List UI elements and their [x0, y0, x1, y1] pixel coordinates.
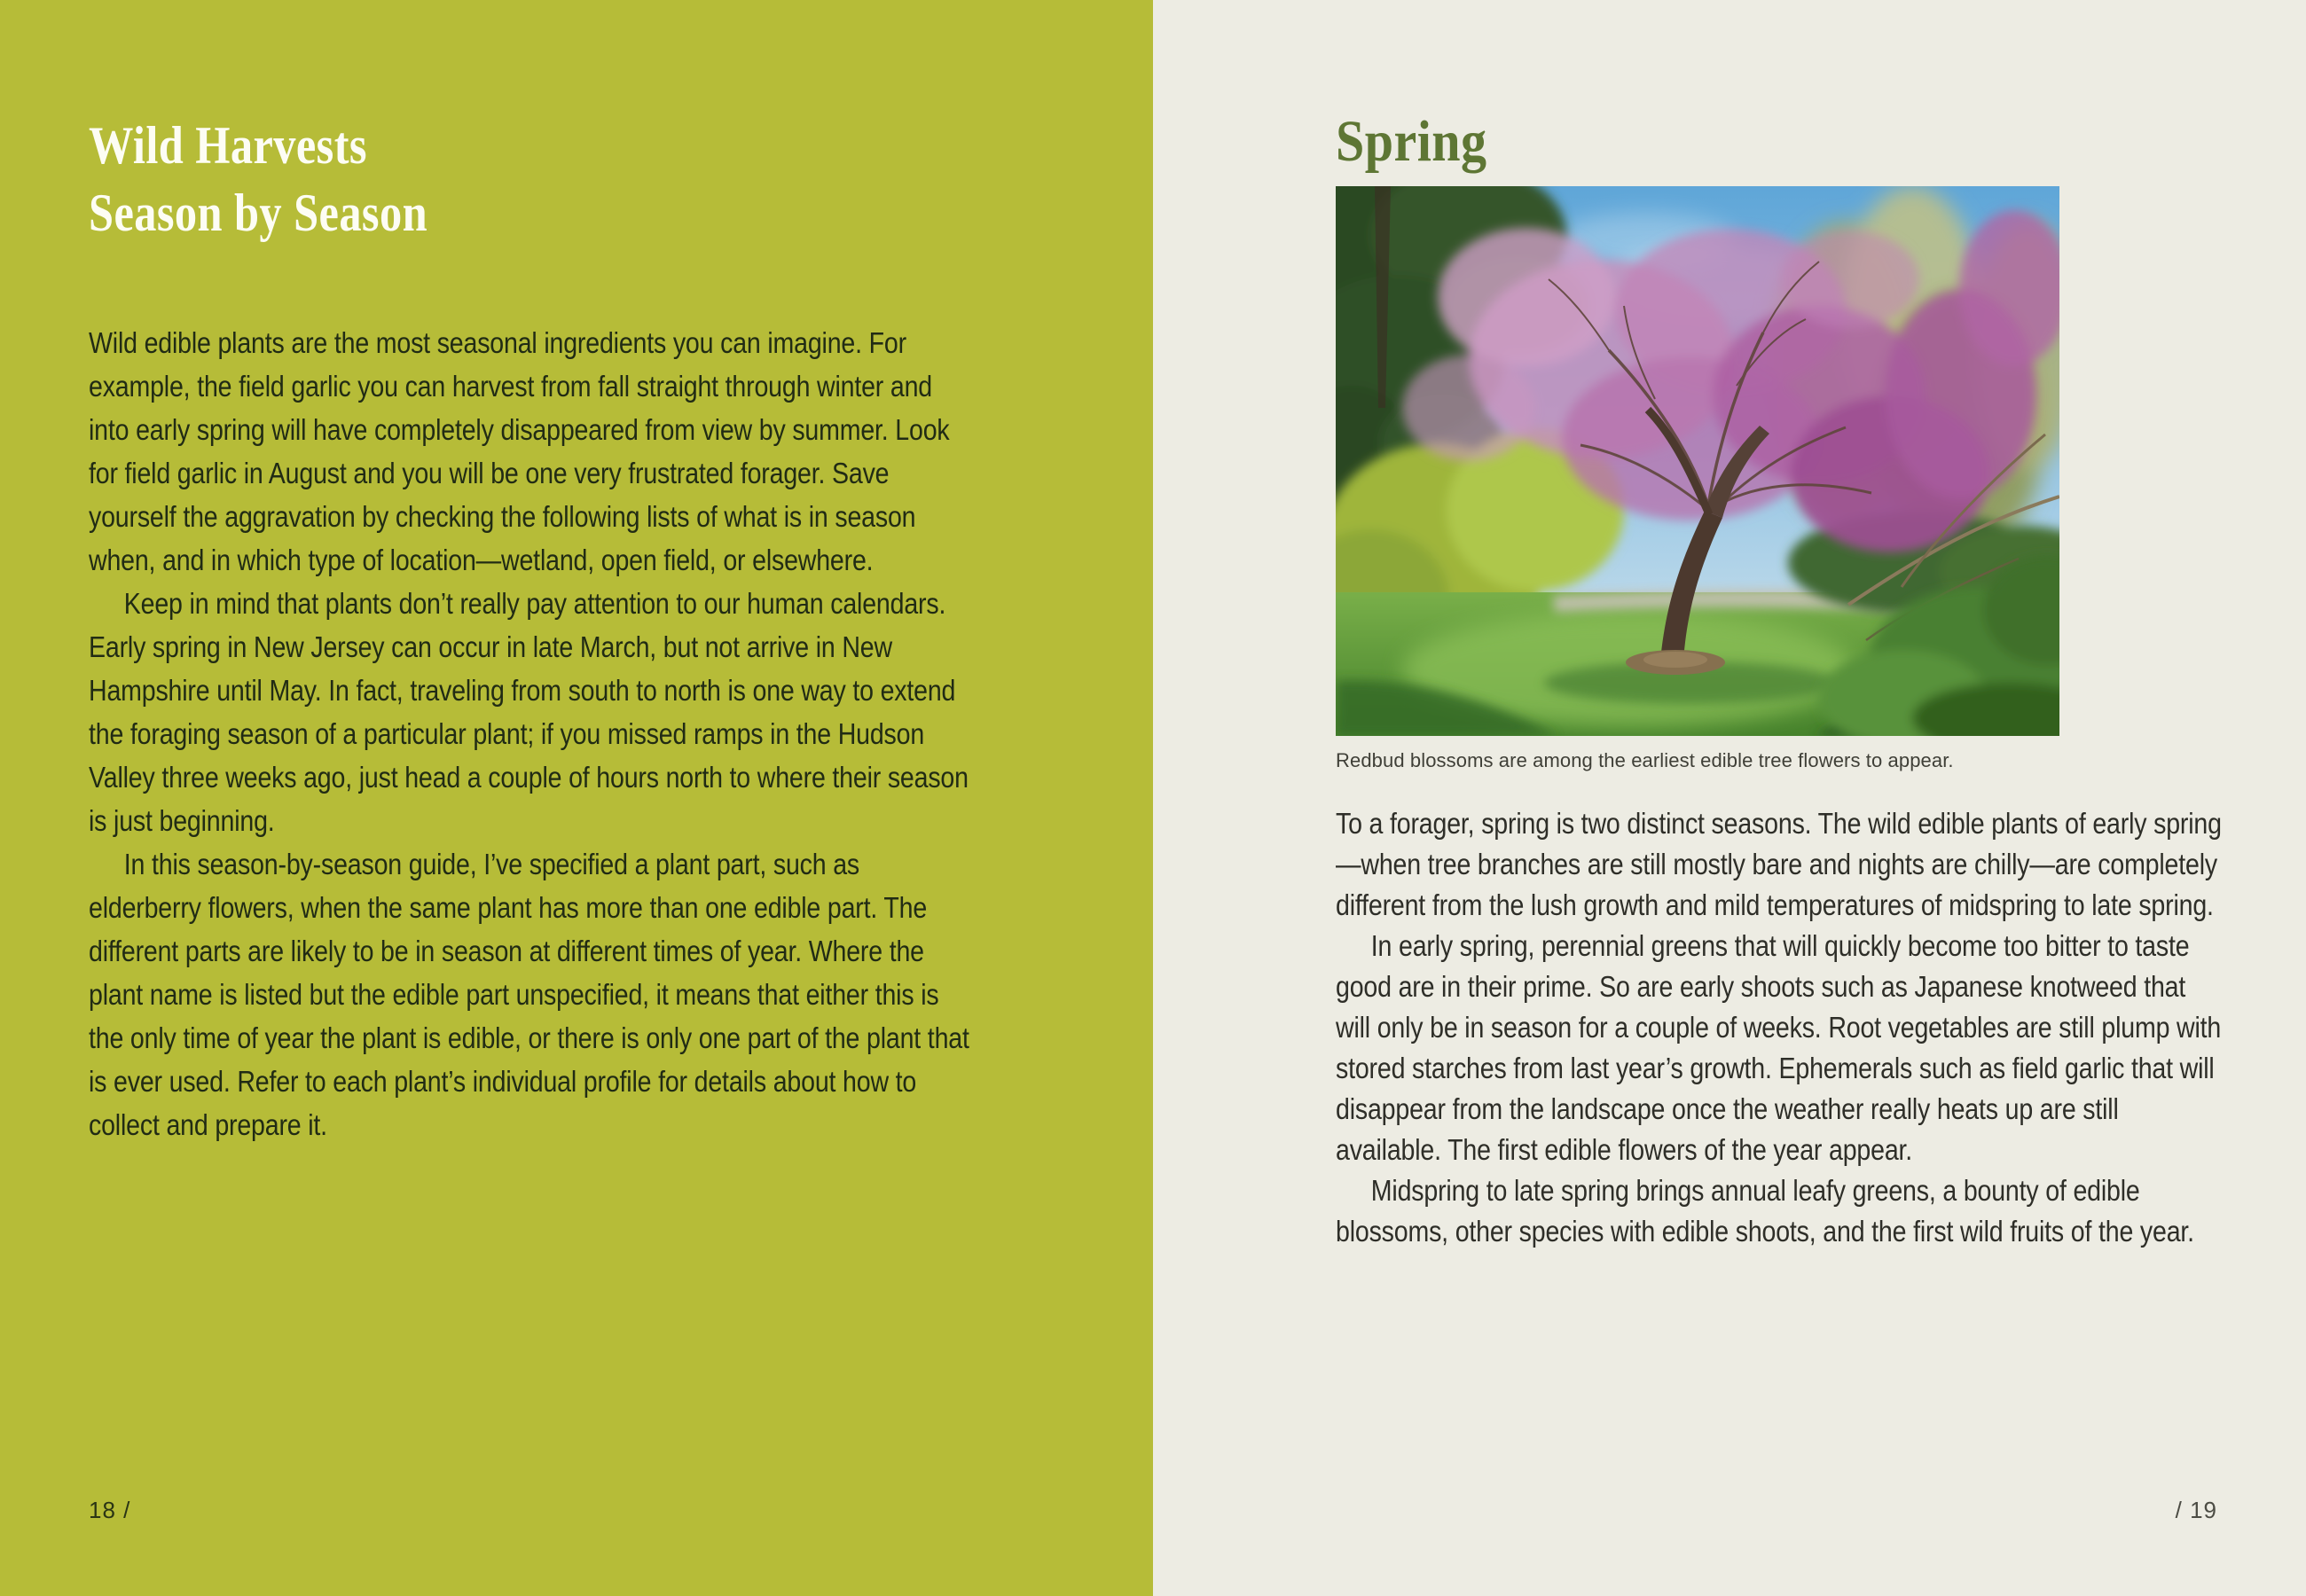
body-paragraph: Wild edible plants are the most seasonal ingredients you can imagine. For example, the field garlic you can harvest from fall straight through winter and into early spring will have completely disappeared from view by summer. Look for field garlic in August and you will be one very frustrated forager. Save yourself the aggravation by checking the following lists of what is in season when, and in which type of location—wetland, open field, or elsewhere. — [89, 326, 950, 576]
left-page-title — [89, 112, 427, 246]
page-number-left: 18 / — [89, 1497, 131, 1523]
page-number-right: / 19 — [2175, 1497, 2217, 1523]
body-paragraph: In this season-by-season guide, I’ve specified a plant part, such as elderberry flowers, when the same plant has more than one edible part. The different parts are likely to be in season at different times of year. Where the plant name is listed but the edible part unspecified, it means that either this is the only time of year the plant is edible, or there is only one part of the plant that is ever used. Refer to each plant’s individual profile for details about how to collect and prepare it. — [89, 848, 969, 1141]
left-title-line-2: Season by Season — [89, 184, 428, 243]
left-body-text — [89, 321, 978, 1146]
right-body-text — [1336, 803, 2225, 1252]
redbud-photo-figure — [1336, 186, 2059, 736]
body-paragraph: In early spring, perennial greens that will quickly become too bitter to taste good are in their prime. So are early shoots such as Japanese knotweed that will only be in season for a couple of weeks. Root vegetables are still plump with stored starches from last year’s growth. Ephemerals such as field garlic that will disappear from the landscape once the weather really heats up are still available. The first edible flowers of the year appear. — [1336, 929, 2222, 1166]
photo-caption: Redbud blossoms are among the earliest edible tree flowers to appear. — [1336, 749, 1954, 771]
body-paragraph: Midspring to late spring brings annual leafy greens, a bounty of edible blossoms, other species with edible shoots, and the first wild fruits of the year. — [1336, 1174, 2194, 1248]
body-paragraph: Keep in mind that plants don’t really pay attention to our human calendars. Early spring in New Jersey can occur in late March, but not arrive in New Hampshire until May. In fact, traveling from south to north is one way to extend the foraging season of a particular plant; if you missed ramps in the Hudson Valley three weeks ago, just head a couple of hours north to where their season is just beginning. — [89, 587, 969, 837]
right-page-title: Spring — [1336, 109, 1487, 175]
redbud-photo — [1336, 186, 2059, 736]
body-paragraph: To a forager, spring is two distinct seasons. The wild edible plants of early spring—when tree branches are still mostly bare and nights are chilly—are completely different from the lush growth and mild temperatures of midspring to late spring. — [1336, 807, 2222, 921]
left-title-line-1: Wild Harvests — [89, 116, 367, 176]
right-page — [1153, 0, 2306, 1596]
